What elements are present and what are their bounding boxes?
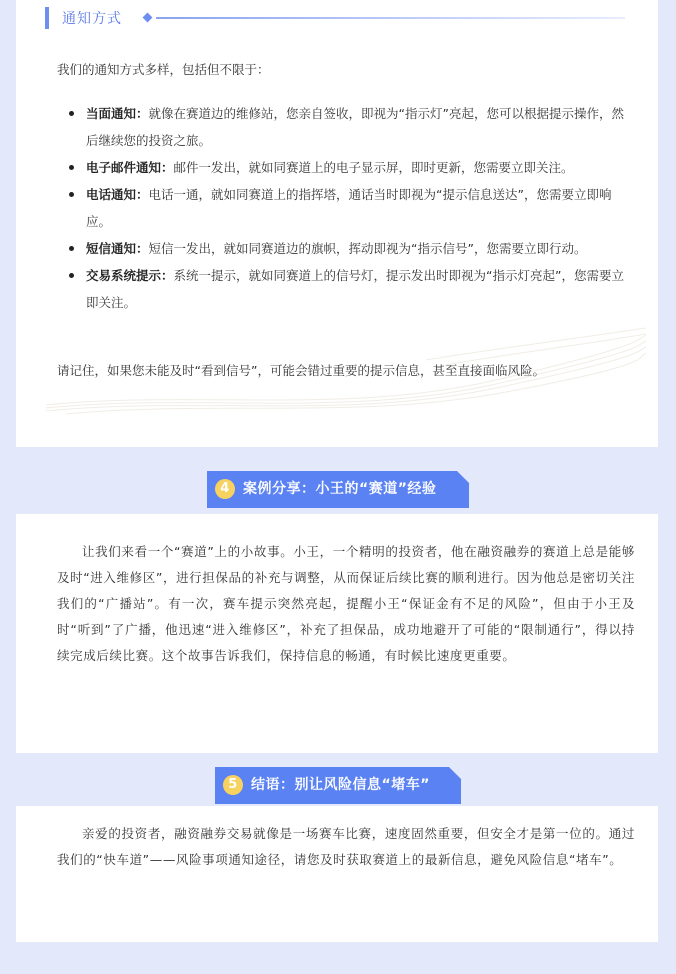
bullet-icon bbox=[69, 111, 74, 116]
bullet-icon bbox=[69, 273, 74, 278]
conclusion-card bbox=[16, 806, 658, 942]
section-number: 5 bbox=[223, 775, 243, 795]
bullet-icon bbox=[69, 192, 74, 197]
badge-corner bbox=[457, 471, 469, 483]
case-study-card bbox=[16, 514, 658, 753]
section-4-heading-badge bbox=[207, 471, 469, 508]
item-label: 交易系统提示： bbox=[86, 268, 174, 283]
item-text: 电话一通，就如同赛道上的指挥塔，通话当时即视为“提示信息送达”，您需要立即响应。 bbox=[86, 187, 612, 229]
badge-corner bbox=[449, 767, 461, 779]
list-item bbox=[68, 154, 628, 181]
section-header bbox=[45, 5, 625, 31]
notify-methods-list bbox=[68, 100, 628, 316]
item-label: 短信通知： bbox=[86, 241, 149, 256]
item-label: 当面通知： bbox=[86, 106, 149, 121]
case-study-text: 让我们来看一个“赛道”上的小故事。小王，一个精明的投资者，他在融资融券的赛道上总是能够及时“进入维修区”，进行担保品的补充与调整，从而保证后续比赛的顺利进行。因为他总是密切关注我们的“广播站”。有一次，赛车提示突然亮起，提醒小王“保证金有不足的风险”，但由于小王及时“听到”了广播，他迅速“进入维修区”，补充了担保品，成功地避开了可能的“限制通行”，得以持续完成后续比赛。这个故事告诉我们，保持信息的畅通，有时候比速度更重要。 bbox=[57, 544, 635, 663]
item-label: 电话通知： bbox=[86, 187, 149, 202]
intro-text: 我们的通知方式多样，包括但不限于： bbox=[57, 62, 270, 77]
item-text: 就像在赛道边的维修站，您亲自签收，即视为“指示灯”亮起，您可以根据提示操作，然后继续您的投资之旅。 bbox=[86, 106, 624, 148]
list-item bbox=[68, 235, 628, 262]
item-text: 短信一发出，就如同赛道边的旗帜，挥动即视为“指示信号”，您需要立即行动。 bbox=[148, 241, 587, 256]
item-text: 系统一提示，就如同赛道上的信号灯，提示发出时即视为“指示灯亮起”，您需要立即关注。 bbox=[86, 268, 624, 310]
item-label: 电子邮件通知： bbox=[86, 160, 174, 175]
notify-methods-card bbox=[16, 0, 658, 447]
bullet-icon bbox=[69, 165, 74, 170]
item-text: 邮件一发出，就如同赛道上的电子显示屏，即时更新，您需要立即关注。 bbox=[173, 160, 574, 175]
conclusion-text: 亲爱的投资者，融资融券交易就像是一场赛车比赛，速度固然重要，但安全才是第一位的。通过我们的“快车道”——风险事项通知途径，请您及时获取赛道上的最新信息，避免风险信息“堵车”。 bbox=[57, 826, 635, 867]
bullet-icon bbox=[69, 246, 74, 251]
section-header-bar bbox=[45, 7, 49, 29]
section-divider bbox=[156, 17, 625, 19]
section-number: 4 bbox=[215, 479, 235, 499]
outro-text: 请记住，如果您未能及时“看到信号”，可能会错过重要的提示信息，甚至直接面临风险。 bbox=[57, 363, 545, 378]
section-4-title: 案例分享：小王的“赛道”经验 bbox=[243, 481, 437, 497]
section-5-title: 结语：别让风险信息“堵车” bbox=[251, 777, 430, 793]
list-item bbox=[68, 262, 628, 316]
diamond-icon bbox=[143, 13, 153, 23]
list-item bbox=[68, 100, 628, 154]
list-item bbox=[68, 181, 628, 235]
section-5-heading-badge bbox=[215, 767, 461, 804]
section-title: 通知方式 bbox=[62, 11, 122, 27]
